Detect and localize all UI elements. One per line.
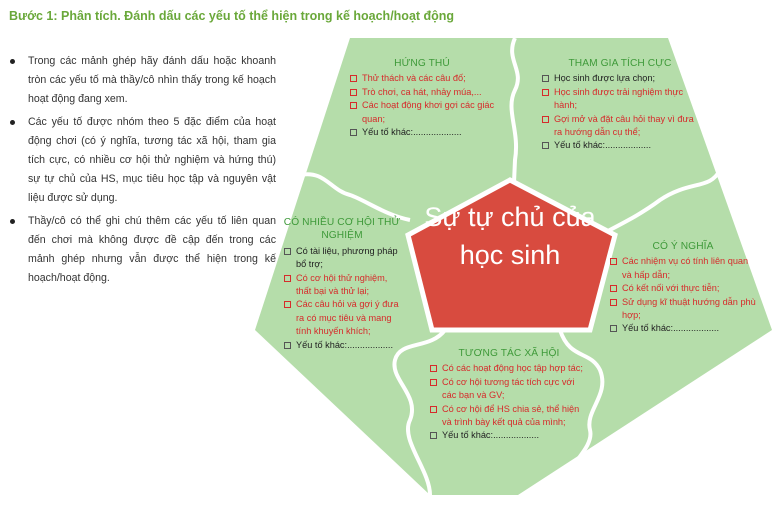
checkbox-icon[interactable] bbox=[542, 142, 549, 149]
center-label-line1: Sự tự chủ của bbox=[424, 202, 596, 232]
checkbox-icon[interactable] bbox=[542, 116, 549, 123]
checklist-item[interactable]: Yếu tố khác:.................. bbox=[282, 339, 402, 352]
checkbox-icon[interactable] bbox=[430, 432, 437, 439]
checklist-item[interactable]: Trò chơi, ca hát, nhảy múa,... bbox=[348, 86, 496, 99]
piece-tuong-tac-xa-hoi bbox=[428, 347, 590, 443]
checklist-item[interactable]: Có cơ hội để HS chia sẻ, thể hiện và trình bày kết quả của mình; bbox=[428, 403, 590, 430]
checkbox-icon[interactable] bbox=[350, 75, 357, 82]
checklist-item[interactable]: Yếu tố khác:................... bbox=[348, 126, 496, 139]
checklist-item[interactable]: Có kết nối với thực tiễn; bbox=[608, 282, 758, 295]
piece-hung-thu bbox=[348, 57, 496, 139]
checklist-item[interactable]: Có cơ hội tương tác tích cực với các bạn và GV; bbox=[428, 376, 590, 403]
checklist-item[interactable]: Có các hoạt động học tập hợp tác; bbox=[428, 362, 590, 375]
piece-title: TƯƠNG TÁC XÃ HỘI bbox=[458, 348, 560, 359]
checkbox-icon[interactable] bbox=[284, 275, 291, 282]
piece-tham-gia-tich-cuc bbox=[540, 57, 700, 153]
piece-item-list bbox=[540, 72, 700, 152]
piece-item-list bbox=[428, 362, 590, 442]
checkbox-icon[interactable] bbox=[610, 258, 617, 265]
instruction-text: Các yếu tố được nhóm theo 5 đặc điểm của hoạt động chơi (có ý nghĩa, tương tác xã hội, tham gia tích cực, có nhiều cơ hội thử nghiệm và hứng thú) sự tự chủ của HS, mục tiêu học tập và nguyên vật liệu được sử dụng. bbox=[28, 116, 276, 204]
instruction-text: Thầy/cô có thể ghi chú thêm các yếu tố liên quan đến chơi mà không được đề cập đến trong các mảnh ghép nhưng vẫn được thể hiện trong kế hoạch/hoạt động. bbox=[28, 215, 276, 284]
checklist-item[interactable]: Sử dụng kĩ thuật hướng dẫn phù hợp; bbox=[608, 296, 758, 323]
checklist-item[interactable]: Học sinh được trải nghiệm thực hành; bbox=[540, 86, 700, 113]
center-label bbox=[410, 198, 610, 274]
checkbox-icon[interactable] bbox=[542, 89, 549, 96]
piece-item-list bbox=[348, 72, 496, 139]
checkbox-icon[interactable] bbox=[350, 102, 357, 109]
checkbox-icon[interactable] bbox=[350, 89, 357, 96]
checklist-item[interactable]: Yếu tố khác:.................. bbox=[428, 429, 590, 442]
checkbox-icon[interactable] bbox=[430, 379, 437, 386]
checkbox-icon[interactable] bbox=[610, 325, 617, 332]
piece-co-y-nghia bbox=[608, 240, 758, 336]
piece-title: HỨNG THÚ bbox=[394, 58, 450, 69]
checkbox-icon[interactable] bbox=[284, 248, 291, 255]
checklist-item[interactable]: Các hoạt động khơi gợi các giác quan; bbox=[348, 99, 496, 126]
checklist-item[interactable]: Có cơ hội thử nghiệm, thất bại và thử lại; bbox=[282, 272, 402, 299]
checklist-item[interactable]: Các nhiệm vụ có tính liên quan và hấp dẫn; bbox=[608, 255, 758, 282]
checklist-item[interactable]: Thử thách và các câu đố; bbox=[348, 72, 496, 85]
checklist-item[interactable]: Yếu tố khác:.................. bbox=[540, 139, 700, 152]
instruction-text: Trong các mảnh ghép hãy đánh dấu hoặc khoanh tròn các yếu tố mà thầy/cô nhìn thấy trong kế hoạch hoạt động đang xem. bbox=[28, 55, 276, 105]
piece-title: THAM GIA TÍCH CỰC bbox=[568, 58, 672, 69]
checkbox-icon[interactable] bbox=[430, 406, 437, 413]
checkbox-icon[interactable] bbox=[284, 301, 291, 308]
checklist-item[interactable]: Gợi mở và đặt câu hỏi thay vì đưa ra hướng dẫn cụ thể; bbox=[540, 113, 700, 140]
page-title: Bước 1: Phân tích. Đánh dấu các yếu tố thể hiện trong kế hoạch/hoạt động bbox=[9, 9, 455, 23]
checklist-item[interactable]: Các câu hỏi và gợi ý đưa ra có mục tiêu và mang tính khuyến khích; bbox=[282, 298, 402, 338]
center-label-line2: học sinh bbox=[459, 240, 561, 270]
checkbox-icon[interactable] bbox=[350, 129, 357, 136]
checkbox-icon[interactable] bbox=[610, 299, 617, 306]
checkbox-icon[interactable] bbox=[542, 75, 549, 82]
checkbox-icon[interactable] bbox=[430, 365, 437, 372]
piece-title: CÓ NHIỀU CƠ HỘI THỬ NGHIỆM bbox=[283, 217, 401, 242]
checklist-item[interactable]: Yếu tố khác:.................. bbox=[608, 322, 758, 335]
checkbox-icon[interactable] bbox=[610, 285, 617, 292]
piece-co-nhieu-co-hoi-thu-nghiem bbox=[282, 216, 402, 352]
checklist-item[interactable]: Học sinh được lựa chọn; bbox=[540, 72, 700, 85]
piece-title: CÓ Ý NGHĨA bbox=[652, 241, 714, 252]
checklist-item[interactable]: Có tài liệu, phương pháp bổ trợ; bbox=[282, 245, 402, 272]
checkbox-icon[interactable] bbox=[284, 342, 291, 349]
piece-item-list bbox=[282, 245, 402, 352]
piece-item-list bbox=[608, 255, 758, 335]
